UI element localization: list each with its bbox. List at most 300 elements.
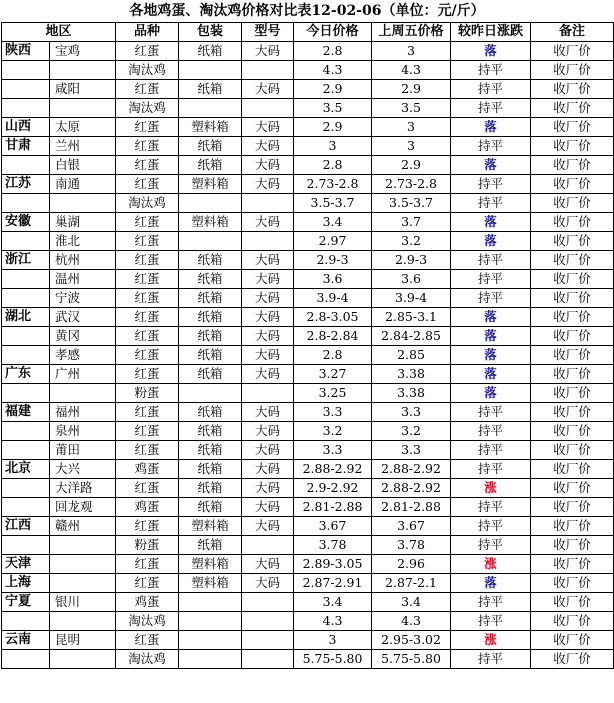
last-friday-price-cell: 3 <box>372 118 451 137</box>
header-change: 较昨日涨跌 <box>451 23 531 42</box>
city-cell: 泉州 <box>50 422 116 441</box>
header-variety: 品种 <box>116 23 179 42</box>
province-cell: 北京 <box>2 460 50 479</box>
province-cell <box>2 61 50 80</box>
today-price-cell: 3.3 <box>294 403 372 422</box>
last-friday-price-cell: 3.6 <box>372 270 451 289</box>
note-cell: 收厂价 <box>531 631 614 650</box>
change-cell: 持平 <box>451 498 531 517</box>
header-row <box>2 23 614 42</box>
size-cell: 大码 <box>242 251 294 270</box>
province-cell <box>2 232 50 251</box>
today-price-cell: 3.2 <box>294 422 372 441</box>
packaging-cell <box>179 612 242 631</box>
size-cell: 大码 <box>242 441 294 460</box>
note-cell: 收厂价 <box>531 479 614 498</box>
city-cell: 赣州 <box>50 517 116 536</box>
note-cell: 收厂价 <box>531 536 614 555</box>
variety-cell: 淘汰鸡 <box>116 99 179 118</box>
packaging-cell <box>179 232 242 251</box>
variety-cell: 鸡蛋 <box>116 498 179 517</box>
last-friday-price-cell: 3.5 <box>372 99 451 118</box>
today-price-cell: 2.81-2.88 <box>294 498 372 517</box>
table-row <box>2 555 614 574</box>
province-cell <box>2 289 50 308</box>
table-row <box>2 156 614 175</box>
variety-cell: 粉蛋 <box>116 536 179 555</box>
variety-cell: 红蛋 <box>116 137 179 156</box>
change-cell: 持平 <box>451 251 531 270</box>
size-cell: 大码 <box>242 498 294 517</box>
city-cell: 回龙观 <box>50 498 116 517</box>
city-cell: 温州 <box>50 270 116 289</box>
change-cell: 持平 <box>451 80 531 99</box>
size-cell: 大码 <box>242 175 294 194</box>
last-friday-price-cell: 3.5-3.7 <box>372 194 451 213</box>
table-row <box>2 251 614 270</box>
province-cell: 甘肃 <box>2 137 50 156</box>
city-cell: 福州 <box>50 403 116 422</box>
variety-cell: 淘汰鸡 <box>116 650 179 669</box>
note-cell: 收厂价 <box>531 118 614 137</box>
city-cell <box>50 574 116 593</box>
city-cell <box>50 61 116 80</box>
size-cell: 大码 <box>242 137 294 156</box>
table-row <box>2 137 614 156</box>
province-cell: 上海 <box>2 574 50 593</box>
city-cell <box>50 194 116 213</box>
size-cell: 大码 <box>242 156 294 175</box>
table-row <box>2 574 614 593</box>
today-price-cell: 2.87-2.91 <box>294 574 372 593</box>
note-cell: 收厂价 <box>531 80 614 99</box>
change-cell: 落 <box>451 232 531 251</box>
packaging-cell: 纸箱 <box>179 327 242 346</box>
city-cell: 孝感 <box>50 346 116 365</box>
size-cell <box>242 612 294 631</box>
packaging-cell: 纸箱 <box>179 422 242 441</box>
last-friday-price-cell: 2.81-2.88 <box>372 498 451 517</box>
last-friday-price-cell: 3.3 <box>372 403 451 422</box>
change-cell: 持平 <box>451 61 531 80</box>
variety-cell: 粉蛋 <box>116 384 179 403</box>
last-friday-price-cell: 3.9-4 <box>372 289 451 308</box>
province-cell <box>2 194 50 213</box>
note-cell: 收厂价 <box>531 232 614 251</box>
city-cell: 大兴 <box>50 460 116 479</box>
city-cell <box>50 536 116 555</box>
variety-cell: 红蛋 <box>116 422 179 441</box>
today-price-cell: 2.9 <box>294 118 372 137</box>
city-cell: 宝鸡 <box>50 42 116 61</box>
packaging-cell: 纸箱 <box>179 289 242 308</box>
packaging-cell: 塑料箱 <box>179 118 242 137</box>
province-cell <box>2 270 50 289</box>
last-friday-price-cell: 2.9-3 <box>372 251 451 270</box>
size-cell: 大码 <box>242 346 294 365</box>
today-price-cell: 2.9-2.92 <box>294 479 372 498</box>
change-cell: 持平 <box>451 441 531 460</box>
table-row <box>2 612 614 631</box>
change-cell: 落 <box>451 42 531 61</box>
note-cell: 收厂价 <box>531 289 614 308</box>
last-friday-price-cell: 3.4 <box>372 593 451 612</box>
packaging-cell: 纸箱 <box>179 346 242 365</box>
size-cell: 大码 <box>242 308 294 327</box>
variety-cell: 红蛋 <box>116 232 179 251</box>
variety-cell: 红蛋 <box>116 479 179 498</box>
city-cell: 莆田 <box>50 441 116 460</box>
note-cell: 收厂价 <box>531 498 614 517</box>
variety-cell: 红蛋 <box>116 175 179 194</box>
city-cell: 武汉 <box>50 308 116 327</box>
change-cell: 落 <box>451 574 531 593</box>
note-cell: 收厂价 <box>531 593 614 612</box>
last-friday-price-cell: 3.78 <box>372 536 451 555</box>
size-cell <box>242 650 294 669</box>
variety-cell: 红蛋 <box>116 289 179 308</box>
change-cell: 落 <box>451 213 531 232</box>
change-cell: 持平 <box>451 137 531 156</box>
note-cell: 收厂价 <box>531 422 614 441</box>
variety-cell: 红蛋 <box>116 118 179 137</box>
province-cell <box>2 612 50 631</box>
note-cell: 收厂价 <box>531 270 614 289</box>
packaging-cell: 塑料箱 <box>179 555 242 574</box>
last-friday-price-cell: 3.38 <box>372 384 451 403</box>
today-price-cell: 2.8-3.05 <box>294 308 372 327</box>
variety-cell: 鸡蛋 <box>116 593 179 612</box>
change-cell: 持平 <box>451 650 531 669</box>
city-cell: 兰州 <box>50 137 116 156</box>
city-cell: 南通 <box>50 175 116 194</box>
change-cell: 持平 <box>451 194 531 213</box>
last-friday-price-cell: 4.3 <box>372 612 451 631</box>
note-cell: 收厂价 <box>531 213 614 232</box>
province-cell: 浙江 <box>2 251 50 270</box>
last-friday-price-cell: 2.9 <box>372 80 451 99</box>
province-cell <box>2 80 50 99</box>
table-row <box>2 536 614 555</box>
packaging-cell: 纸箱 <box>179 251 242 270</box>
city-cell <box>50 612 116 631</box>
packaging-cell <box>179 61 242 80</box>
packaging-cell: 纸箱 <box>179 498 242 517</box>
last-friday-price-cell: 3.67 <box>372 517 451 536</box>
table-row <box>2 42 614 61</box>
size-cell: 大码 <box>242 80 294 99</box>
packaging-cell: 塑料箱 <box>179 517 242 536</box>
province-cell: 福建 <box>2 403 50 422</box>
last-friday-price-cell: 2.85 <box>372 346 451 365</box>
packaging-cell: 纸箱 <box>179 156 242 175</box>
last-friday-price-cell: 5.75-5.80 <box>372 650 451 669</box>
city-cell: 白银 <box>50 156 116 175</box>
variety-cell: 红蛋 <box>116 365 179 384</box>
last-friday-price-cell: 3.3 <box>372 441 451 460</box>
table-row <box>2 194 614 213</box>
table-row <box>2 61 614 80</box>
table-row <box>2 232 614 251</box>
table-row <box>2 308 614 327</box>
table-row <box>2 327 614 346</box>
change-cell: 落 <box>451 346 531 365</box>
variety-cell: 红蛋 <box>116 441 179 460</box>
last-friday-price-cell: 2.88-2.92 <box>372 460 451 479</box>
province-cell: 陕西 <box>2 42 50 61</box>
city-cell <box>50 99 116 118</box>
note-cell: 收厂价 <box>531 99 614 118</box>
size-cell: 大码 <box>242 479 294 498</box>
size-cell: 大码 <box>242 365 294 384</box>
change-cell: 持平 <box>451 289 531 308</box>
packaging-cell: 纸箱 <box>179 270 242 289</box>
change-cell: 持平 <box>451 517 531 536</box>
packaging-cell: 塑料箱 <box>179 213 242 232</box>
header-last-friday-price: 上周五价格 <box>372 23 451 42</box>
today-price-cell: 3.6 <box>294 270 372 289</box>
province-cell: 天津 <box>2 555 50 574</box>
province-cell: 江苏 <box>2 175 50 194</box>
size-cell: 大码 <box>242 289 294 308</box>
note-cell: 收厂价 <box>531 517 614 536</box>
last-friday-price-cell: 2.73-2.8 <box>372 175 451 194</box>
today-price-cell: 2.9-3 <box>294 251 372 270</box>
variety-cell: 红蛋 <box>116 42 179 61</box>
today-price-cell: 2.73-2.8 <box>294 175 372 194</box>
variety-cell: 淘汰鸡 <box>116 61 179 80</box>
change-cell: 持平 <box>451 612 531 631</box>
size-cell <box>242 99 294 118</box>
packaging-cell: 纸箱 <box>179 365 242 384</box>
province-cell <box>2 384 50 403</box>
packaging-cell: 纸箱 <box>179 80 242 99</box>
note-cell: 收厂价 <box>531 251 614 270</box>
city-cell: 宁波 <box>50 289 116 308</box>
province-cell <box>2 422 50 441</box>
change-cell: 持平 <box>451 422 531 441</box>
size-cell: 大码 <box>242 403 294 422</box>
today-price-cell: 2.97 <box>294 232 372 251</box>
change-cell: 持平 <box>451 536 531 555</box>
table-row <box>2 403 614 422</box>
header-size: 型号 <box>242 23 294 42</box>
province-cell <box>2 346 50 365</box>
today-price-cell: 3 <box>294 631 372 650</box>
last-friday-price-cell: 2.95-3.02 <box>372 631 451 650</box>
today-price-cell: 3.5 <box>294 99 372 118</box>
today-price-cell: 2.88-2.92 <box>294 460 372 479</box>
table-row <box>2 118 614 137</box>
header-packaging: 包装 <box>179 23 242 42</box>
variety-cell: 淘汰鸡 <box>116 612 179 631</box>
size-cell: 大码 <box>242 327 294 346</box>
note-cell: 收厂价 <box>531 460 614 479</box>
header-today-price: 今日价格 <box>294 23 372 42</box>
size-cell: 大码 <box>242 460 294 479</box>
today-price-cell: 2.8-2.84 <box>294 327 372 346</box>
table-row <box>2 460 614 479</box>
last-friday-price-cell: 3.2 <box>372 232 451 251</box>
price-table <box>1 22 614 669</box>
today-price-cell: 3.27 <box>294 365 372 384</box>
change-cell: 持平 <box>451 175 531 194</box>
packaging-cell: 纸箱 <box>179 308 242 327</box>
province-cell <box>2 650 50 669</box>
variety-cell: 红蛋 <box>116 308 179 327</box>
table-row <box>2 650 614 669</box>
table-row <box>2 80 614 99</box>
table-row <box>2 479 614 498</box>
packaging-cell <box>179 99 242 118</box>
size-cell: 大码 <box>242 118 294 137</box>
province-cell: 宁夏 <box>2 593 50 612</box>
header-region: 地区 <box>2 23 116 42</box>
today-price-cell: 2.8 <box>294 346 372 365</box>
today-price-cell: 3.5-3.7 <box>294 194 372 213</box>
city-cell <box>50 650 116 669</box>
size-cell: 大码 <box>242 270 294 289</box>
last-friday-price-cell: 2.88-2.92 <box>372 479 451 498</box>
last-friday-price-cell: 3.2 <box>372 422 451 441</box>
city-cell: 巢湖 <box>50 213 116 232</box>
today-price-cell: 2.9 <box>294 80 372 99</box>
city-cell: 太原 <box>50 118 116 137</box>
variety-cell: 红蛋 <box>116 80 179 99</box>
note-cell: 收厂价 <box>531 61 614 80</box>
change-cell: 落 <box>451 365 531 384</box>
size-cell: 大码 <box>242 422 294 441</box>
province-cell <box>2 99 50 118</box>
last-friday-price-cell: 2.85-3.1 <box>372 308 451 327</box>
city-cell: 广州 <box>50 365 116 384</box>
province-cell <box>2 327 50 346</box>
table-row <box>2 270 614 289</box>
note-cell: 收厂价 <box>531 175 614 194</box>
note-cell: 收厂价 <box>531 327 614 346</box>
size-cell: 大码 <box>242 42 294 61</box>
note-cell: 收厂价 <box>531 156 614 175</box>
size-cell <box>242 61 294 80</box>
size-cell: 大码 <box>242 574 294 593</box>
table-row <box>2 593 614 612</box>
packaging-cell: 塑料箱 <box>179 574 242 593</box>
province-cell: 湖北 <box>2 308 50 327</box>
city-cell: 杭州 <box>50 251 116 270</box>
table-row <box>2 213 614 232</box>
packaging-cell: 纸箱 <box>179 137 242 156</box>
note-cell: 收厂价 <box>531 194 614 213</box>
packaging-cell: 纸箱 <box>179 460 242 479</box>
change-cell: 持平 <box>451 460 531 479</box>
note-cell: 收厂价 <box>531 555 614 574</box>
variety-cell: 红蛋 <box>116 156 179 175</box>
table-body <box>2 42 614 669</box>
last-friday-price-cell: 2.84-2.85 <box>372 327 451 346</box>
city-cell <box>50 555 116 574</box>
packaging-cell <box>179 384 242 403</box>
header-note: 备注 <box>531 23 614 42</box>
today-price-cell: 3.3 <box>294 441 372 460</box>
province-cell <box>2 441 50 460</box>
variety-cell: 红蛋 <box>116 631 179 650</box>
last-friday-price-cell: 3.7 <box>372 213 451 232</box>
today-price-cell: 3.67 <box>294 517 372 536</box>
variety-cell: 红蛋 <box>116 327 179 346</box>
today-price-cell: 2.8 <box>294 42 372 61</box>
today-price-cell: 3.25 <box>294 384 372 403</box>
variety-cell: 红蛋 <box>116 251 179 270</box>
variety-cell: 淘汰鸡 <box>116 194 179 213</box>
today-price-cell: 5.75-5.80 <box>294 650 372 669</box>
last-friday-price-cell: 2.9 <box>372 156 451 175</box>
size-cell <box>242 631 294 650</box>
packaging-cell: 纸箱 <box>179 536 242 555</box>
today-price-cell: 3.4 <box>294 213 372 232</box>
packaging-cell: 纸箱 <box>179 441 242 460</box>
variety-cell: 红蛋 <box>116 346 179 365</box>
variety-cell: 红蛋 <box>116 574 179 593</box>
size-cell: 大码 <box>242 213 294 232</box>
size-cell <box>242 194 294 213</box>
today-price-cell: 2.89-3.05 <box>294 555 372 574</box>
packaging-cell: 塑料箱 <box>179 175 242 194</box>
packaging-cell <box>179 593 242 612</box>
variety-cell: 红蛋 <box>116 517 179 536</box>
size-cell: 大码 <box>242 555 294 574</box>
change-cell: 持平 <box>451 99 531 118</box>
variety-cell: 红蛋 <box>116 213 179 232</box>
note-cell: 收厂价 <box>531 137 614 156</box>
province-cell: 江西 <box>2 517 50 536</box>
packaging-cell: 纸箱 <box>179 403 242 422</box>
last-friday-price-cell: 2.87-2.1 <box>372 574 451 593</box>
last-friday-price-cell: 3 <box>372 137 451 156</box>
note-cell: 收厂价 <box>531 574 614 593</box>
today-price-cell: 4.3 <box>294 612 372 631</box>
change-cell: 涨 <box>451 631 531 650</box>
sheet-title: 各地鸡蛋、淘汰鸡价格对比表12-02-06（单位：元/斤） <box>129 3 485 19</box>
variety-cell: 鸡蛋 <box>116 460 179 479</box>
province-cell <box>2 536 50 555</box>
size-cell <box>242 384 294 403</box>
last-friday-price-cell: 4.3 <box>372 61 451 80</box>
city-cell: 黄冈 <box>50 327 116 346</box>
change-cell: 落 <box>451 308 531 327</box>
today-price-cell: 3.4 <box>294 593 372 612</box>
change-cell: 持平 <box>451 270 531 289</box>
variety-cell: 红蛋 <box>116 555 179 574</box>
change-cell: 涨 <box>451 555 531 574</box>
city-cell <box>50 384 116 403</box>
province-cell <box>2 498 50 517</box>
table-row <box>2 422 614 441</box>
note-cell: 收厂价 <box>531 650 614 669</box>
change-cell: 落 <box>451 327 531 346</box>
city-cell: 咸阳 <box>50 80 116 99</box>
note-cell: 收厂价 <box>531 403 614 422</box>
note-cell: 收厂价 <box>531 612 614 631</box>
packaging-cell: 纸箱 <box>179 479 242 498</box>
packaging-cell: 纸箱 <box>179 42 242 61</box>
note-cell: 收厂价 <box>531 346 614 365</box>
table-row <box>2 175 614 194</box>
packaging-cell <box>179 194 242 213</box>
note-cell: 收厂价 <box>531 365 614 384</box>
today-price-cell: 3.78 <box>294 536 372 555</box>
change-cell: 落 <box>451 118 531 137</box>
table-row <box>2 631 614 650</box>
